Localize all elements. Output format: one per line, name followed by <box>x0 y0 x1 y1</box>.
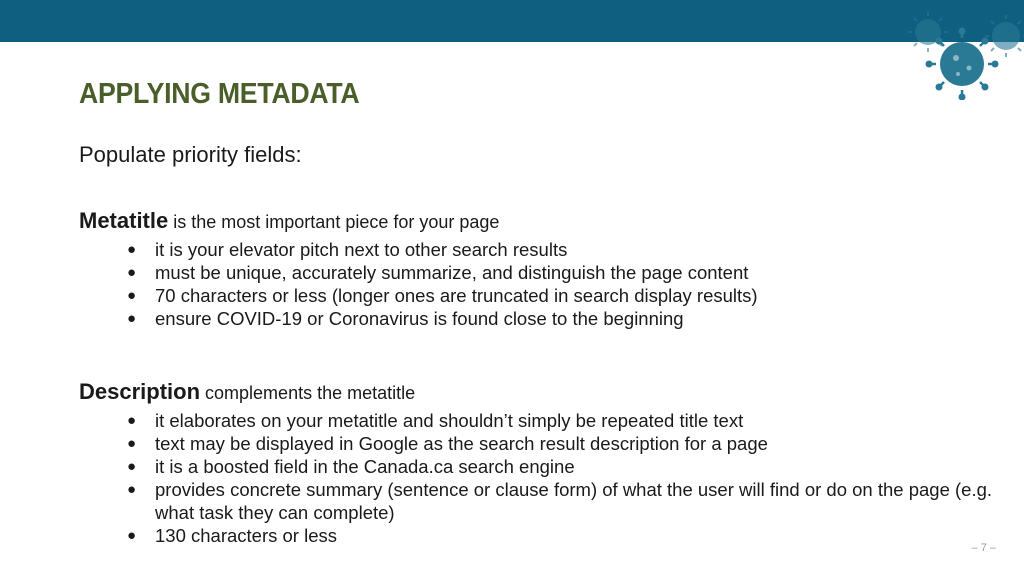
list-item: ● it is your elevator pitch next to other search results <box>127 239 568 260</box>
coronavirus-icon <box>906 8 1024 100</box>
metatitle-text: is the most important piece for your page <box>168 212 500 232</box>
list-item: ● must be unique, accurately summarize, and distinguish the page content <box>127 262 749 283</box>
list-item: ● provides concrete summary (sentence or clause form) of what the user will find or do on the page (e.g. what task they can complete) <box>127 479 993 523</box>
description-section <box>79 380 999 547</box>
bullet-icon: ● <box>127 310 137 327</box>
bullet-icon: ● <box>127 527 137 544</box>
list-item: ● it elaborates on your metatitle and shouldn’t simply be repeated title text <box>127 410 744 431</box>
bullet-icon: ● <box>127 481 137 498</box>
description-heading <box>79 380 999 405</box>
header-bar <box>0 0 1024 42</box>
slide-title: APPLYING METADATA <box>79 78 360 110</box>
bullet-icon: ● <box>127 458 137 475</box>
metatitle-heading <box>79 209 979 234</box>
description-text: complements the metatitle <box>200 383 416 403</box>
metatitle-term: Metatitle <box>79 208 169 233</box>
page-number: – 7 – <box>971 542 996 554</box>
bullet-icon: ● <box>127 264 137 281</box>
metatitle-bullet-list <box>79 238 979 330</box>
description-term: Description <box>79 379 201 404</box>
bullet-icon: ● <box>127 241 137 258</box>
slide-subtitle: Populate priority fields: <box>79 142 302 167</box>
metatitle-section <box>79 209 979 330</box>
list-item: ● 70 characters or less (longer ones are truncated in search display results) <box>127 285 758 306</box>
bullet-icon: ● <box>127 412 137 429</box>
list-item: ● it is a boosted field in the Canada.ca search engine <box>127 456 575 477</box>
description-bullet-list <box>79 409 999 547</box>
bullet-icon: ● <box>127 287 137 304</box>
bullet-icon: ● <box>127 435 137 452</box>
list-item: ● ensure COVID-19 or Coronavirus is found close to the beginning <box>127 308 684 329</box>
list-item: ● text may be displayed in Google as the search result description for a page <box>127 433 768 454</box>
list-item: ● 130 characters or less <box>127 525 338 546</box>
